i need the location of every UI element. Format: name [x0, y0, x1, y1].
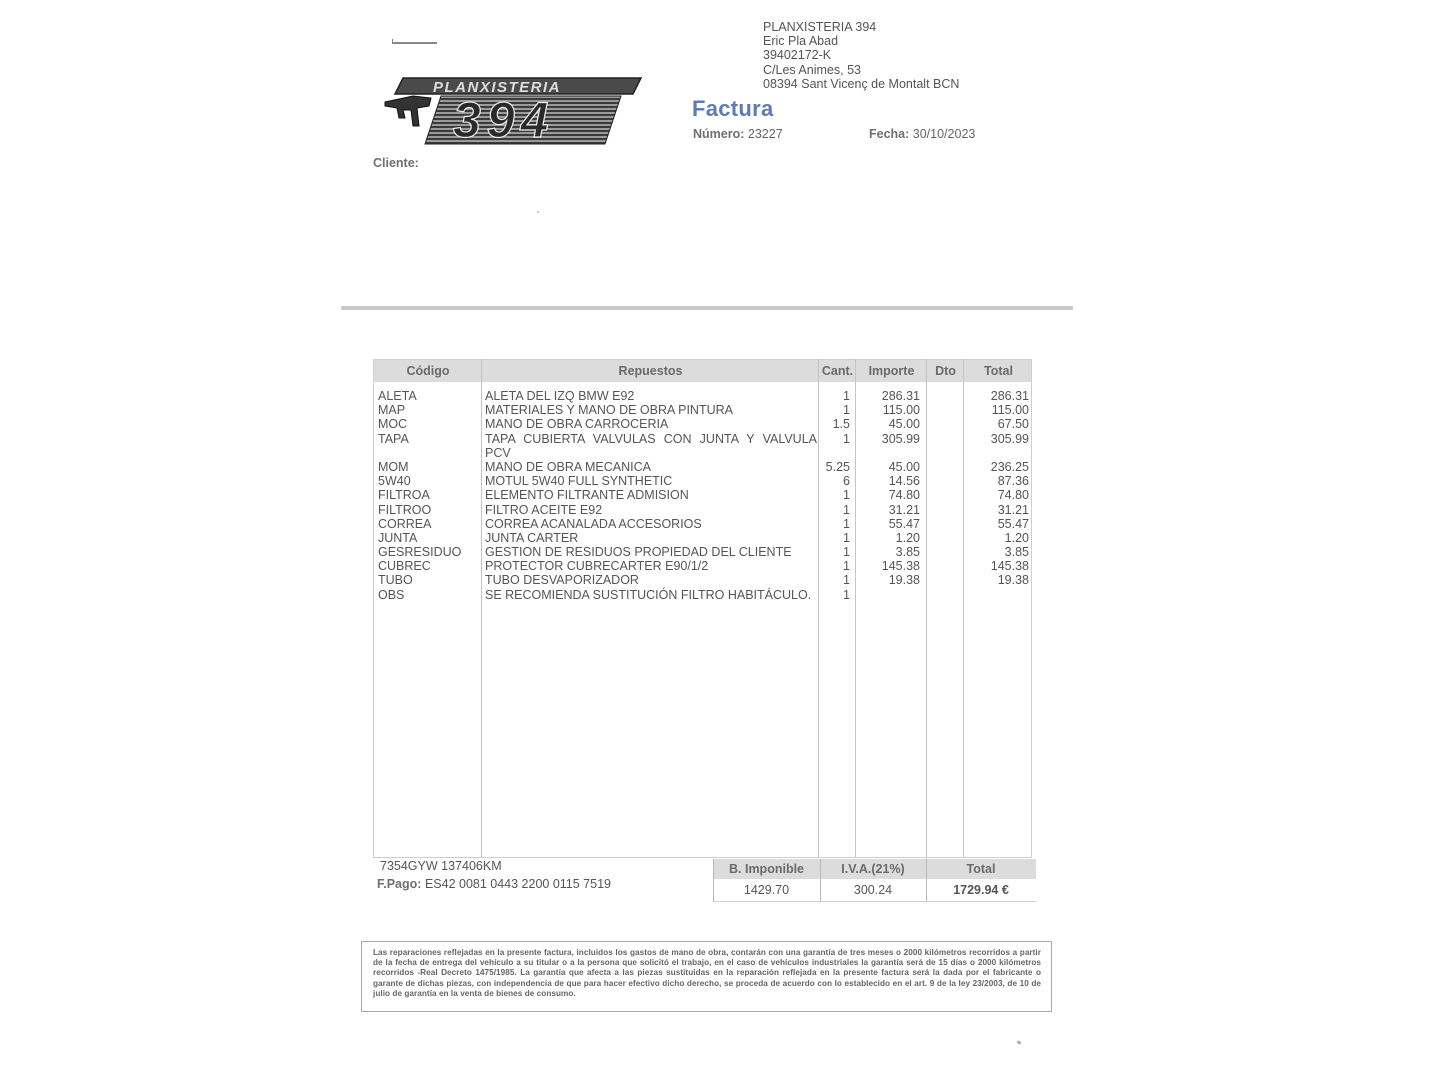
vehicle-info: 7354GYW 137406KM — [380, 859, 502, 873]
row-total: 1.20 — [1004, 530, 1029, 545]
total-label: Total — [966, 862, 996, 876]
company-owner: Eric Pla Abad — [763, 34, 839, 49]
row-description: ALETA DEL IZQ BMW E92 — [485, 389, 635, 403]
items-table-body — [374, 389, 1031, 602]
invoice-number — [693, 127, 783, 141]
row-qty: 1 — [843, 573, 850, 588]
row-qty: 1 — [843, 559, 850, 574]
row-price: 3.85 — [895, 545, 920, 560]
row-price: 286.31 — [881, 389, 920, 403]
row-price: 14.56 — [888, 474, 920, 489]
row-price: 45.00 — [888, 459, 920, 474]
table-row — [374, 389, 1031, 403]
table-row — [374, 531, 1031, 545]
row-qty: 1 — [843, 488, 850, 503]
table-row — [374, 474, 1031, 488]
row-price: 74.80 — [888, 488, 920, 503]
totals-table — [713, 859, 1036, 902]
row-description: FILTRO ACEITE E92 — [485, 502, 603, 517]
warranty-notice: Las reparaciones reflejadas en la presente factura, incluidos los gastos de mano de obra, contarán con una garantía de tres meses o 2000 kilómetros recorridos a partir de la fecha de entrega del vehículo a su titular o a la persona que solicitó el trabajo, en el caso de vehículos industriales la garantía será de 15 días o 2000 kilómetros recorridos -Real Decreto 1475/1985. La garantía que afecta a las piezas sustituidas en la reparación reflejada en la presente factura será la dada por el fabricante o garante de dichas piezas, con independencia de que para hacer efectivo dicho derecho, se proceda de acuerdo con lo establecido en el art. 9 de la ley 23/2003, de 10 de julio de garantía en la venta de bienes de consumo. — [361, 941, 1052, 1012]
row-qty: 1 — [843, 545, 850, 560]
row-qty: 6 — [843, 474, 850, 489]
svg-text:PLANXISTERIA: PLANXISTERIA — [433, 79, 562, 96]
scan-speck — [1017, 1040, 1022, 1045]
row-description: JUNTA CARTER — [485, 530, 579, 545]
row-code: 5W40 — [378, 474, 411, 489]
invoice-number-value: 23227 — [747, 127, 783, 141]
row-price: 45.00 — [888, 417, 920, 432]
table-row — [374, 517, 1031, 531]
row-qty: 1 — [843, 587, 850, 602]
row-total: 19.38 — [997, 573, 1029, 588]
row-description: TAPA CUBIERTA VALVULAS CON JUNTA Y VALVULA PCV — [485, 431, 817, 460]
svg-text:394: 394 — [453, 92, 555, 146]
row-code: TUBO — [378, 573, 413, 588]
table-row — [374, 559, 1031, 573]
total-value: 1729.94 € — [953, 883, 1009, 897]
table-row — [374, 432, 1031, 460]
spray-gun-logo-icon — [383, 74, 645, 146]
row-qty: 1 — [843, 502, 850, 517]
invoice-date — [869, 127, 975, 141]
row-code: MOC — [378, 417, 408, 432]
row-qty: 1 — [843, 530, 850, 545]
row-qty: 1.5 — [832, 417, 850, 432]
payment-label: F.Pago: — [377, 877, 422, 891]
table-row — [374, 588, 1031, 602]
company-info — [763, 20, 959, 91]
column-header-discount: Dto — [935, 364, 956, 378]
row-total: 305.99 — [990, 431, 1029, 446]
row-description: MANO DE OBRA MECANICA — [485, 459, 651, 474]
row-description: MATERIALES Y MANO DE OBRA PINTURA — [485, 403, 733, 418]
row-code: JUNTA — [378, 530, 418, 545]
invoice-date-value: 30/10/2023 — [912, 127, 976, 141]
row-description: MOTUL 5W40 FULL SYNTHETIC — [485, 474, 673, 489]
row-qty: 5.25 — [825, 459, 850, 474]
row-code: TAPA — [378, 431, 409, 446]
row-description: CORREA ACANALADA ACCESORIOS — [485, 516, 702, 531]
payment-method — [377, 877, 611, 891]
row-price: 55.47 — [888, 516, 920, 531]
row-description: MANO DE OBRA CARROCERIA — [485, 417, 669, 432]
row-qty: 1 — [843, 431, 850, 446]
row-qty: 1 — [843, 389, 850, 403]
row-total: 236.25 — [990, 459, 1029, 474]
column-header-price: Importe — [868, 364, 915, 378]
document-title: Factura — [692, 96, 774, 121]
row-description: PROTECTOR CUBRECARTER E90/1/2 — [485, 559, 709, 574]
items-table-header — [374, 359, 1031, 382]
items-table — [373, 359, 1032, 858]
row-code: OBS — [378, 587, 405, 602]
row-total: 74.80 — [997, 488, 1029, 503]
payment-iban: ES42 0081 0443 2200 0115 7519 — [424, 877, 611, 891]
row-price: 115.00 — [882, 403, 920, 418]
row-price: 19.38 — [888, 573, 920, 588]
column-header-qty: Cant. — [821, 364, 854, 378]
column-header-total: Total — [984, 364, 1013, 378]
company-logo — [383, 74, 645, 146]
row-description: GESTION DE RESIDUOS PROPIEDAD DEL CLIENTE — [485, 545, 792, 560]
base-value: 1429.70 — [743, 883, 790, 897]
row-total: 87.36 — [997, 474, 1029, 489]
table-row — [374, 417, 1031, 431]
row-description: SE RECOMIENDA SUSTITUCIÓN FILTRO HABITÁCULO. — [485, 587, 812, 602]
row-code: CORREA — [378, 516, 432, 531]
client-label: Cliente: — [373, 156, 419, 170]
row-code: MOM — [378, 459, 409, 474]
row-total: 67.50 — [997, 417, 1029, 432]
company-name: PLANXISTERIA 394 — [763, 20, 877, 34]
table-row — [374, 403, 1031, 417]
table-row — [374, 488, 1031, 502]
row-total: 55.47 — [997, 516, 1029, 531]
invoice-date-label: Fecha: — [869, 127, 910, 141]
table-row — [374, 545, 1031, 559]
row-code: GESRESIDUO — [378, 545, 462, 560]
table-row — [374, 573, 1031, 587]
row-description: ELEMENTO FILTRANTE ADMISION — [485, 488, 689, 503]
row-code: ALETA — [378, 389, 417, 403]
row-code: FILTROO — [378, 502, 432, 517]
table-row — [374, 460, 1031, 474]
table-row — [374, 503, 1031, 517]
row-price: 145.38 — [881, 559, 920, 574]
row-total: 145.38 — [990, 559, 1029, 574]
company-tax-id: 39402172-K — [763, 48, 832, 63]
row-qty: 1 — [843, 516, 850, 531]
base-label: B. Imponible — [729, 862, 804, 876]
row-qty: 1 — [843, 403, 850, 418]
row-description: TUBO DESVAPORIZADOR — [485, 573, 639, 588]
row-total: 3.85 — [1004, 545, 1029, 560]
row-code: CUBREC — [378, 559, 431, 574]
row-total: 31.21 — [997, 502, 1029, 517]
row-code: FILTROA — [378, 488, 430, 503]
row-code: MAP — [378, 403, 406, 418]
row-total: 115.00 — [991, 403, 1029, 418]
row-price: 305.99 — [881, 431, 920, 446]
row-price: 31.21 — [888, 502, 920, 517]
iva-label: I.V.A.(21%) — [841, 862, 905, 876]
row-price: 1.20 — [895, 530, 920, 545]
scan-speck — [537, 211, 539, 213]
row-total: 286.31 — [990, 389, 1029, 403]
stray-pen-mark — [392, 42, 437, 44]
company-address: C/Les Animes, 53 — [763, 62, 861, 77]
section-divider — [341, 306, 1073, 310]
column-header-description: Repuestos — [618, 364, 683, 378]
iva-value: 300.24 — [853, 883, 893, 897]
company-city: 08394 Sant Vicenç de Montalt BCN — [763, 76, 960, 91]
invoice-number-label: Número: — [693, 127, 745, 141]
column-header-code: Código — [406, 364, 450, 378]
